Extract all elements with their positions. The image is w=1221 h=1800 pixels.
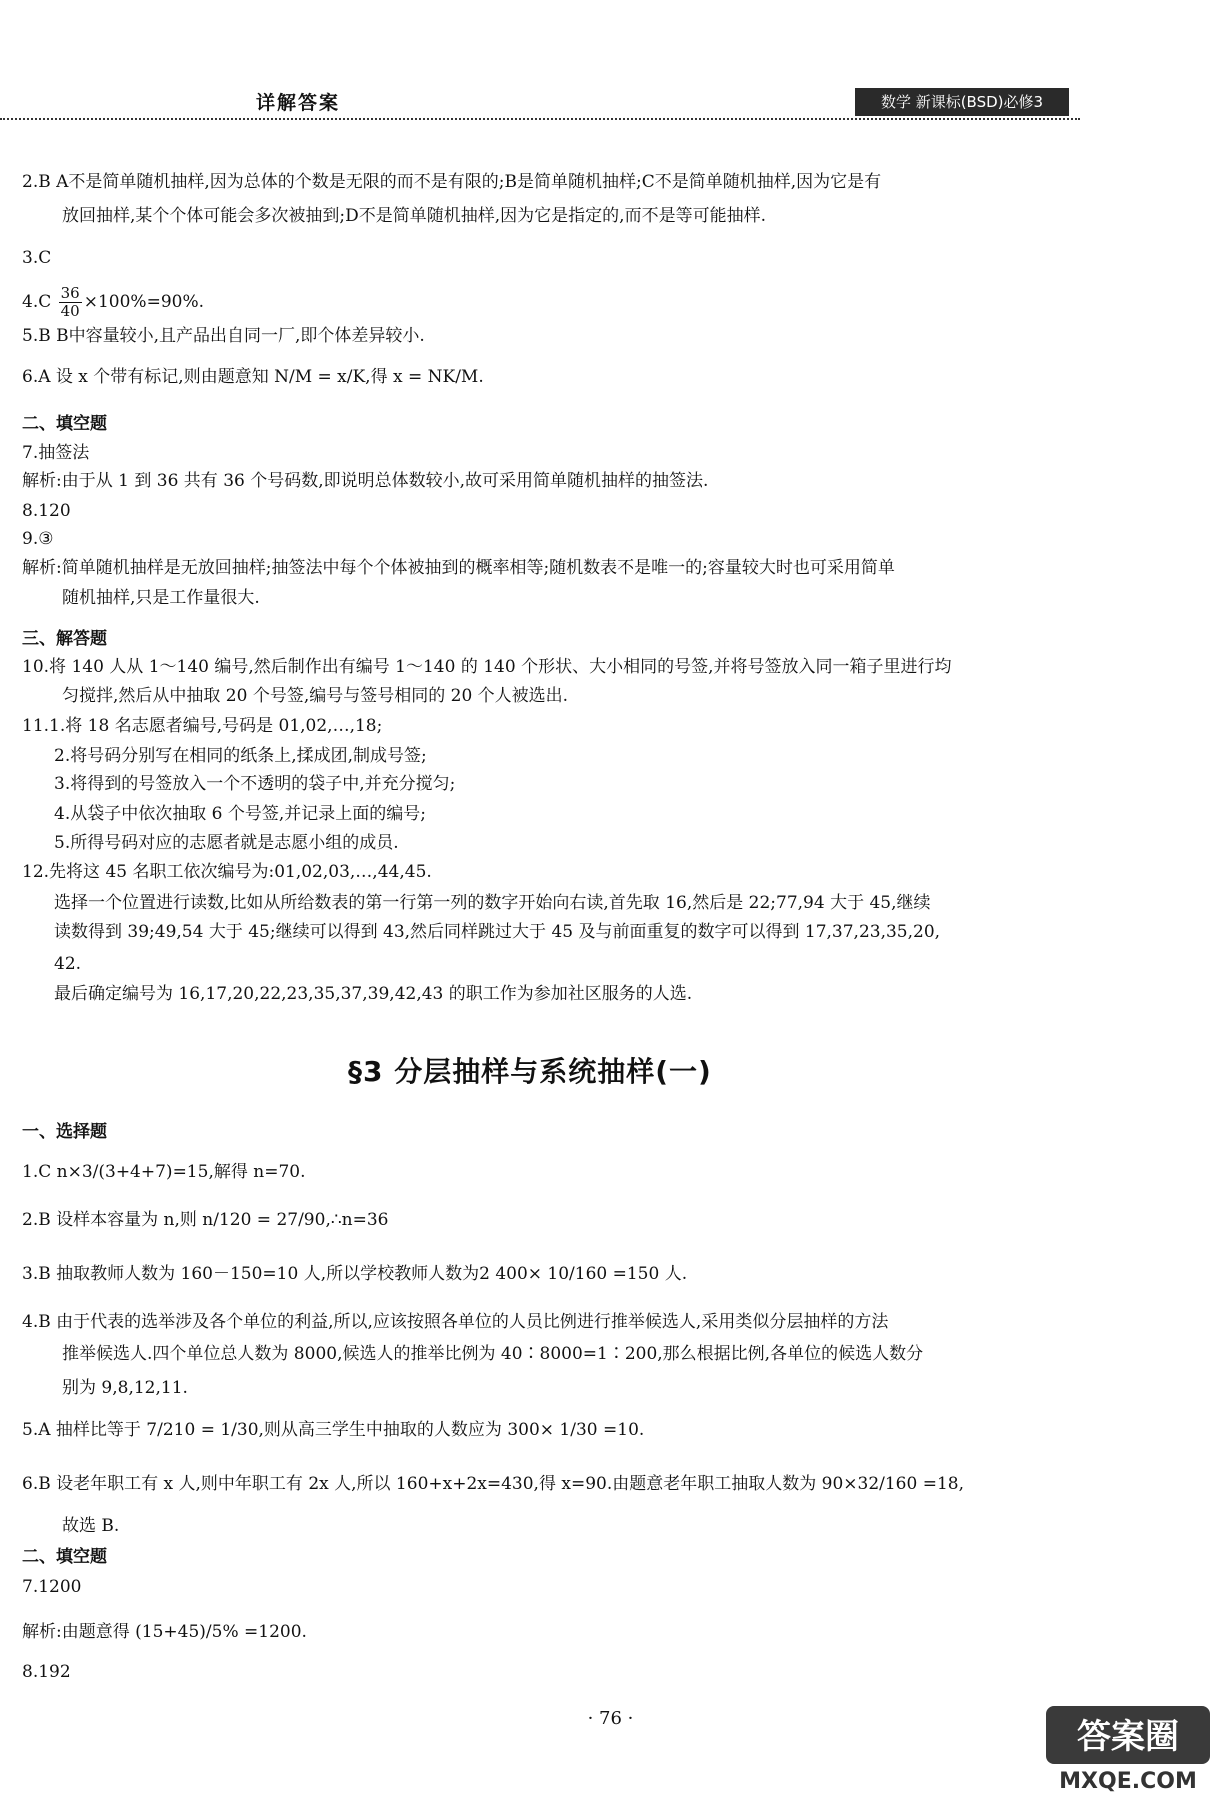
- fraction-denominator: 40: [60, 302, 80, 320]
- text-line: 1.C n×3/(3+4+7)=15,解得 n=70.: [22, 1162, 306, 1182]
- text-line: [22, 285, 204, 320]
- text-line: 解析:由题意得 (15+45)/5% =1200.: [22, 1622, 307, 1642]
- text-line: 2.将号码分别写在相同的纸条上,揉成团,制成号签;: [54, 746, 427, 766]
- text-line: 3.B 抽取教师人数为 160－150=10 人,所以学校教师人数为2 400× 10/160 =150 人.: [22, 1264, 688, 1284]
- text-line: 推举候选人.四个单位总人数为 8000,候选人的推举比例为 40∶8000=1∶200,那么根据比例,各单位的候选人数分: [62, 1344, 924, 1364]
- header-tag: 数学 新课标(BSD)必修3: [855, 88, 1069, 116]
- text-line: 4.从袋子中依次抽取 6 个号签,并记录上面的编号;: [54, 804, 426, 824]
- text-line: 3.将得到的号签放入一个不透明的袋子中,并充分搅匀;: [54, 774, 456, 794]
- text-line: 7.1200: [22, 1577, 82, 1597]
- text-line: 6.A 设 x 个带有标记,则由题意知 N/M = x/K,得 x = NK/M.: [22, 367, 484, 387]
- text-line: 匀搅拌,然后从中抽取 20 个号签,编号与签号相同的 20 个人被选出.: [62, 686, 569, 706]
- text-line: 故选 B.: [62, 1516, 120, 1536]
- text-line: 最后确定编号为 16,17,20,22,23,35,37,39,42,43 的职工作为参加社区服务的人选.: [54, 984, 693, 1004]
- text-line: 7.抽签法: [22, 443, 90, 463]
- header-divider: [0, 118, 1080, 120]
- text-line: 5.B B中容量较小,且产品出自同一厂,即个体差异较小.: [22, 326, 425, 346]
- text-line: 解析:简单随机抽样是无放回抽样;抽签法中每个个体被抽到的概率相等;随机数表不是唯一的;容量较大时也可采用简单: [22, 558, 895, 578]
- text-line: 别为 9,8,12,11.: [62, 1378, 188, 1398]
- text-line: 二、填空题: [22, 1547, 107, 1567]
- text-line: 读数得到 39;49,54 大于 45;继续可以得到 43,然后同样跳过大于 45 及与前面重复的数字可以得到 17,37,23,35,20,: [54, 922, 941, 942]
- header-title: 详解答案: [256, 92, 341, 114]
- text-line: 一、选择题: [22, 1122, 107, 1142]
- text-line: 选择一个位置进行读数,比如从所给数表的第一行第一列的数字开始向右读,首先取 16,然后是 22;77,94 大于 45,继续: [54, 893, 931, 913]
- text-line: 3.C: [22, 248, 52, 268]
- text-line: 随机抽样,只是工作量很大.: [62, 588, 260, 608]
- text-line: 放回抽样,某个个体可能会多次被抽到;D不是简单随机抽样,因为它是指定的,而不是等可能抽样.: [62, 206, 766, 226]
- text-line: 解析:由于从 1 到 36 共有 36 个号码数,即说明总体数较小,故可采用简单随机抽样的抽签法.: [22, 471, 709, 491]
- line-prefix: 4.C: [22, 292, 57, 312]
- text-line: 8.120: [22, 501, 71, 521]
- fraction-numerator: 36: [60, 284, 80, 302]
- line-rest: ×100%=90%.: [83, 292, 205, 312]
- text-line: 二、填空题: [22, 414, 107, 434]
- text-line: 4.B 由于代表的选举涉及各个单位的利益,所以,应该按照各单位的人员比例进行推举候选人,采用类似分层抽样的方法: [22, 1312, 889, 1332]
- watermark-logo: [1040, 1700, 1216, 1796]
- text-line: 9.③: [22, 529, 54, 549]
- text-line: 三、解答题: [22, 629, 107, 649]
- section-title: §3 分层抽样与系统抽样(一): [348, 1055, 712, 1088]
- text-line: 11.1.将 18 名志愿者编号,号码是 01,02,…,18;: [22, 716, 383, 736]
- watermark-bottom-text: MXQE.COM: [1059, 1769, 1197, 1794]
- text-line: 12.先将这 45 名职工依次编号为:01,02,03,…,44,45.: [22, 862, 432, 882]
- text-line: 2.B A不是简单随机抽样,因为总体的个数是无限的而不是有限的;B是简单随机抽样;C不是简单随机抽样,因为它是有: [22, 172, 882, 192]
- text-line: 6.B 设老年职工有 x 人,则中年职工有 2x 人,所以 160+x+2x=430,得 x=90.由题意老年职工抽取人数为 90×32/160 =18,: [22, 1474, 964, 1494]
- page-number: · 76 ·: [587, 1708, 634, 1729]
- text-line: 42.: [54, 954, 82, 974]
- watermark-top-text: 答案圈: [1077, 1717, 1179, 1757]
- text-line: 5.A 抽样比等于 7/210 = 1/30,则从高三学生中抽取的人数应为 300× 1/30 =10.: [22, 1420, 645, 1440]
- fraction: [59, 285, 82, 320]
- text-line: 2.B 设样本容量为 n,则 n/120 = 27/90,∴n=36: [22, 1210, 389, 1230]
- text-line: 10.将 140 人从 1～140 编号,然后制作出有编号 1～140 的 140 个形状、大小相同的号签,并将号签放入同一箱子里进行均: [22, 657, 952, 677]
- text-line: 8.192: [22, 1662, 71, 1682]
- text-line: 5.所得号码对应的志愿者就是志愿小组的成员.: [54, 833, 399, 853]
